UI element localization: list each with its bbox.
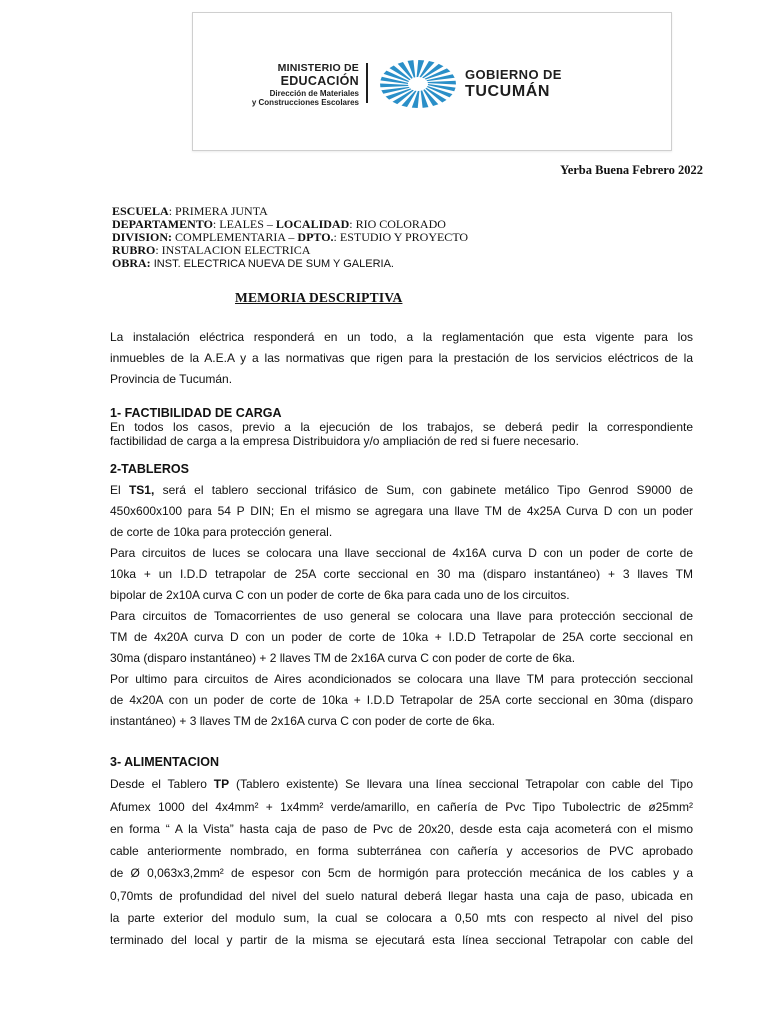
info-value: : LEALES – — [212, 217, 276, 231]
sun-ray — [380, 83, 408, 87]
text-line: de corte de 10ka para protección general. — [110, 525, 333, 539]
letterhead — [192, 12, 672, 151]
text-line — [110, 480, 693, 501]
sun-ray — [428, 81, 456, 85]
bold-run: TS1, — [128, 483, 155, 497]
section-heading: 1- FACTIBILIDAD DE CARGA — [110, 406, 282, 420]
text-line: TM de 4x20A curva D con un poder de corte de 10ka + I.D.D Tetrapolar de 25A corte seccional en — [110, 630, 693, 644]
text-line: La instalación eléctrica responderá en un todo, a la reglamentación que esta vigente para los — [110, 330, 693, 344]
government-logo — [465, 68, 562, 100]
text-line: Para circuitos de luces se colocara una llave seccional de 4x16A curva D con un poder de corte de — [110, 546, 693, 560]
section-factibilidad — [110, 406, 693, 448]
tucuman-sun-icon — [378, 59, 458, 109]
text-line: Para circuitos de Tomacorrientes de uso general se colocara una llave para protección seccional de — [110, 609, 693, 623]
text-run: será el tablero seccional trifásico de Sum, con gabinete metálico Tipo Genrod S9000 de — [154, 483, 693, 497]
info-label: RUBRO — [112, 243, 156, 257]
text-line: instantáneo) + 3 llaves TM de 2x16A curva C con poder de corte de 6ka. — [110, 714, 496, 728]
info-value: INST. ELECTRICA NUEVA DE SUM Y GALERIA. — [150, 258, 394, 270]
info-obra — [112, 257, 672, 271]
text-line: bipolar de 2x10A curva C con un poder de corte de 6ka para cada uno de los circuitos. — [110, 588, 570, 602]
info-rubro — [112, 244, 672, 257]
text-line: Por ultimo para circuitos de Aires acondicionados se colocara una llave TM para protección seccional — [110, 672, 693, 686]
info-value: : ESTUDIO Y PROYECTO — [333, 230, 469, 244]
text-line: Afumex 1000 del 4x4mm² + 1x4mm² verde/amarillo, en cañería de Pvc Tipo Tubolectric de ø25mm² — [110, 799, 693, 814]
info-value: : RIO COLORADO — [349, 217, 446, 231]
section-heading: 2-TABLEROS — [110, 462, 189, 476]
info-label: DPTO. — [297, 230, 334, 244]
text-line: cable anteriormente nombrado, en forma subterránea con cañería y accesorios de PVC aprobado — [110, 844, 693, 859]
text-line: En todos los casos, previo a la ejecución de los trabajos, se deberá pedir la correspondiente — [110, 420, 693, 434]
text-line: en forma “ A la Vista” hasta caja de paso de Pvc de 20x20, desde esta caja acometerá con el mismo — [110, 821, 693, 836]
text-run: (Tablero existente) Se llevara una línea seccional Tetrapolar con cable del Tipo — [229, 777, 694, 792]
government-line-1: GOBIERNO DE — [465, 67, 562, 82]
text-run: Desde el Tablero — [110, 777, 214, 792]
info-value: : PRIMERA JUNTA — [168, 204, 268, 218]
info-label: OBRA: — [112, 256, 151, 270]
text-run: El — [110, 483, 129, 497]
text-line — [110, 773, 693, 795]
section-heading: 3- ALIMENTACION — [110, 755, 220, 769]
text-line: Provincia de Tucumán. — [110, 372, 233, 386]
info-value: COMPLEMENTARIA – — [172, 230, 298, 244]
intro-paragraph — [110, 327, 693, 390]
text-line: 10ka + un I.D.D tetrapolar de 25A corte seccional en 30 ma (disparo instantáneo) + 3 llaves TM — [110, 567, 693, 581]
text-line: de Ø 0,063x3,2mm² de espesor con 5cm de hormigón para protección mecánica de los cables y a — [110, 866, 693, 881]
ministry-logo — [209, 63, 359, 107]
date-line: Yerba Buena Febrero 2022 — [560, 163, 703, 177]
bold-run: TP — [213, 777, 230, 792]
government-line-2: TUCUMÁN — [465, 83, 551, 100]
text-line: 450x600x100 para 54 P DIN; En el mismo se agregara una llave TM de 4x25A Curva D con un poder — [110, 504, 693, 518]
text-line: inmuebles de la A.E.A y a las normativas que rigen para la prestación de los servicios eléctricos de la — [110, 351, 693, 365]
ministry-line-4: y Construcciones Escolares — [251, 98, 359, 107]
text-line: terminado del local y partir de la misma se ejecutará esta línea seccional Tetrapolar con cable del — [110, 933, 693, 948]
text-line: la parte exterior del modulo sum, la cual se colocara a 0,50 mts con respecto al nivel del piso — [110, 911, 693, 926]
info-label: LOCALIDAD — [275, 217, 350, 231]
ministry-line-1: MINISTERIO DE — [277, 62, 359, 74]
text-line: 0,70mts de profundidad del nivel del suelo natural deberá llegar hasta una caja de paso, ubicada en — [110, 888, 693, 903]
info-value: : INSTALACION ELECTRICA — [155, 243, 311, 257]
ministry-line-3: Dirección de Materiales — [269, 89, 359, 98]
info-label: DEPARTAMENTO — [112, 217, 213, 231]
info-label: ESCUELA — [112, 204, 169, 218]
logo-divider — [366, 63, 368, 103]
info-label: DIVISION: — [112, 230, 173, 244]
text-line: factibilidad de carga a la empresa Distribuidora y/o ampliación de red si fuere necesario. — [110, 434, 579, 448]
document-title: MEMORIA DESCRIPTIVA — [235, 290, 403, 305]
text-line: 30ma (disparo instantáneo) + 2 llaves TM de 2x16A curva C con poder de corte de 6ka. — [110, 651, 576, 665]
text-line: de 4x20A con un poder de corte de 10ka + I.D.D Tetrapolar de 25A corte seccional en 30ma (disparo — [110, 693, 693, 707]
section-tableros — [110, 459, 693, 732]
section-alimentacion — [110, 751, 693, 952]
ministry-line-2: EDUCACIÓN — [280, 73, 359, 88]
project-info — [112, 205, 672, 271]
